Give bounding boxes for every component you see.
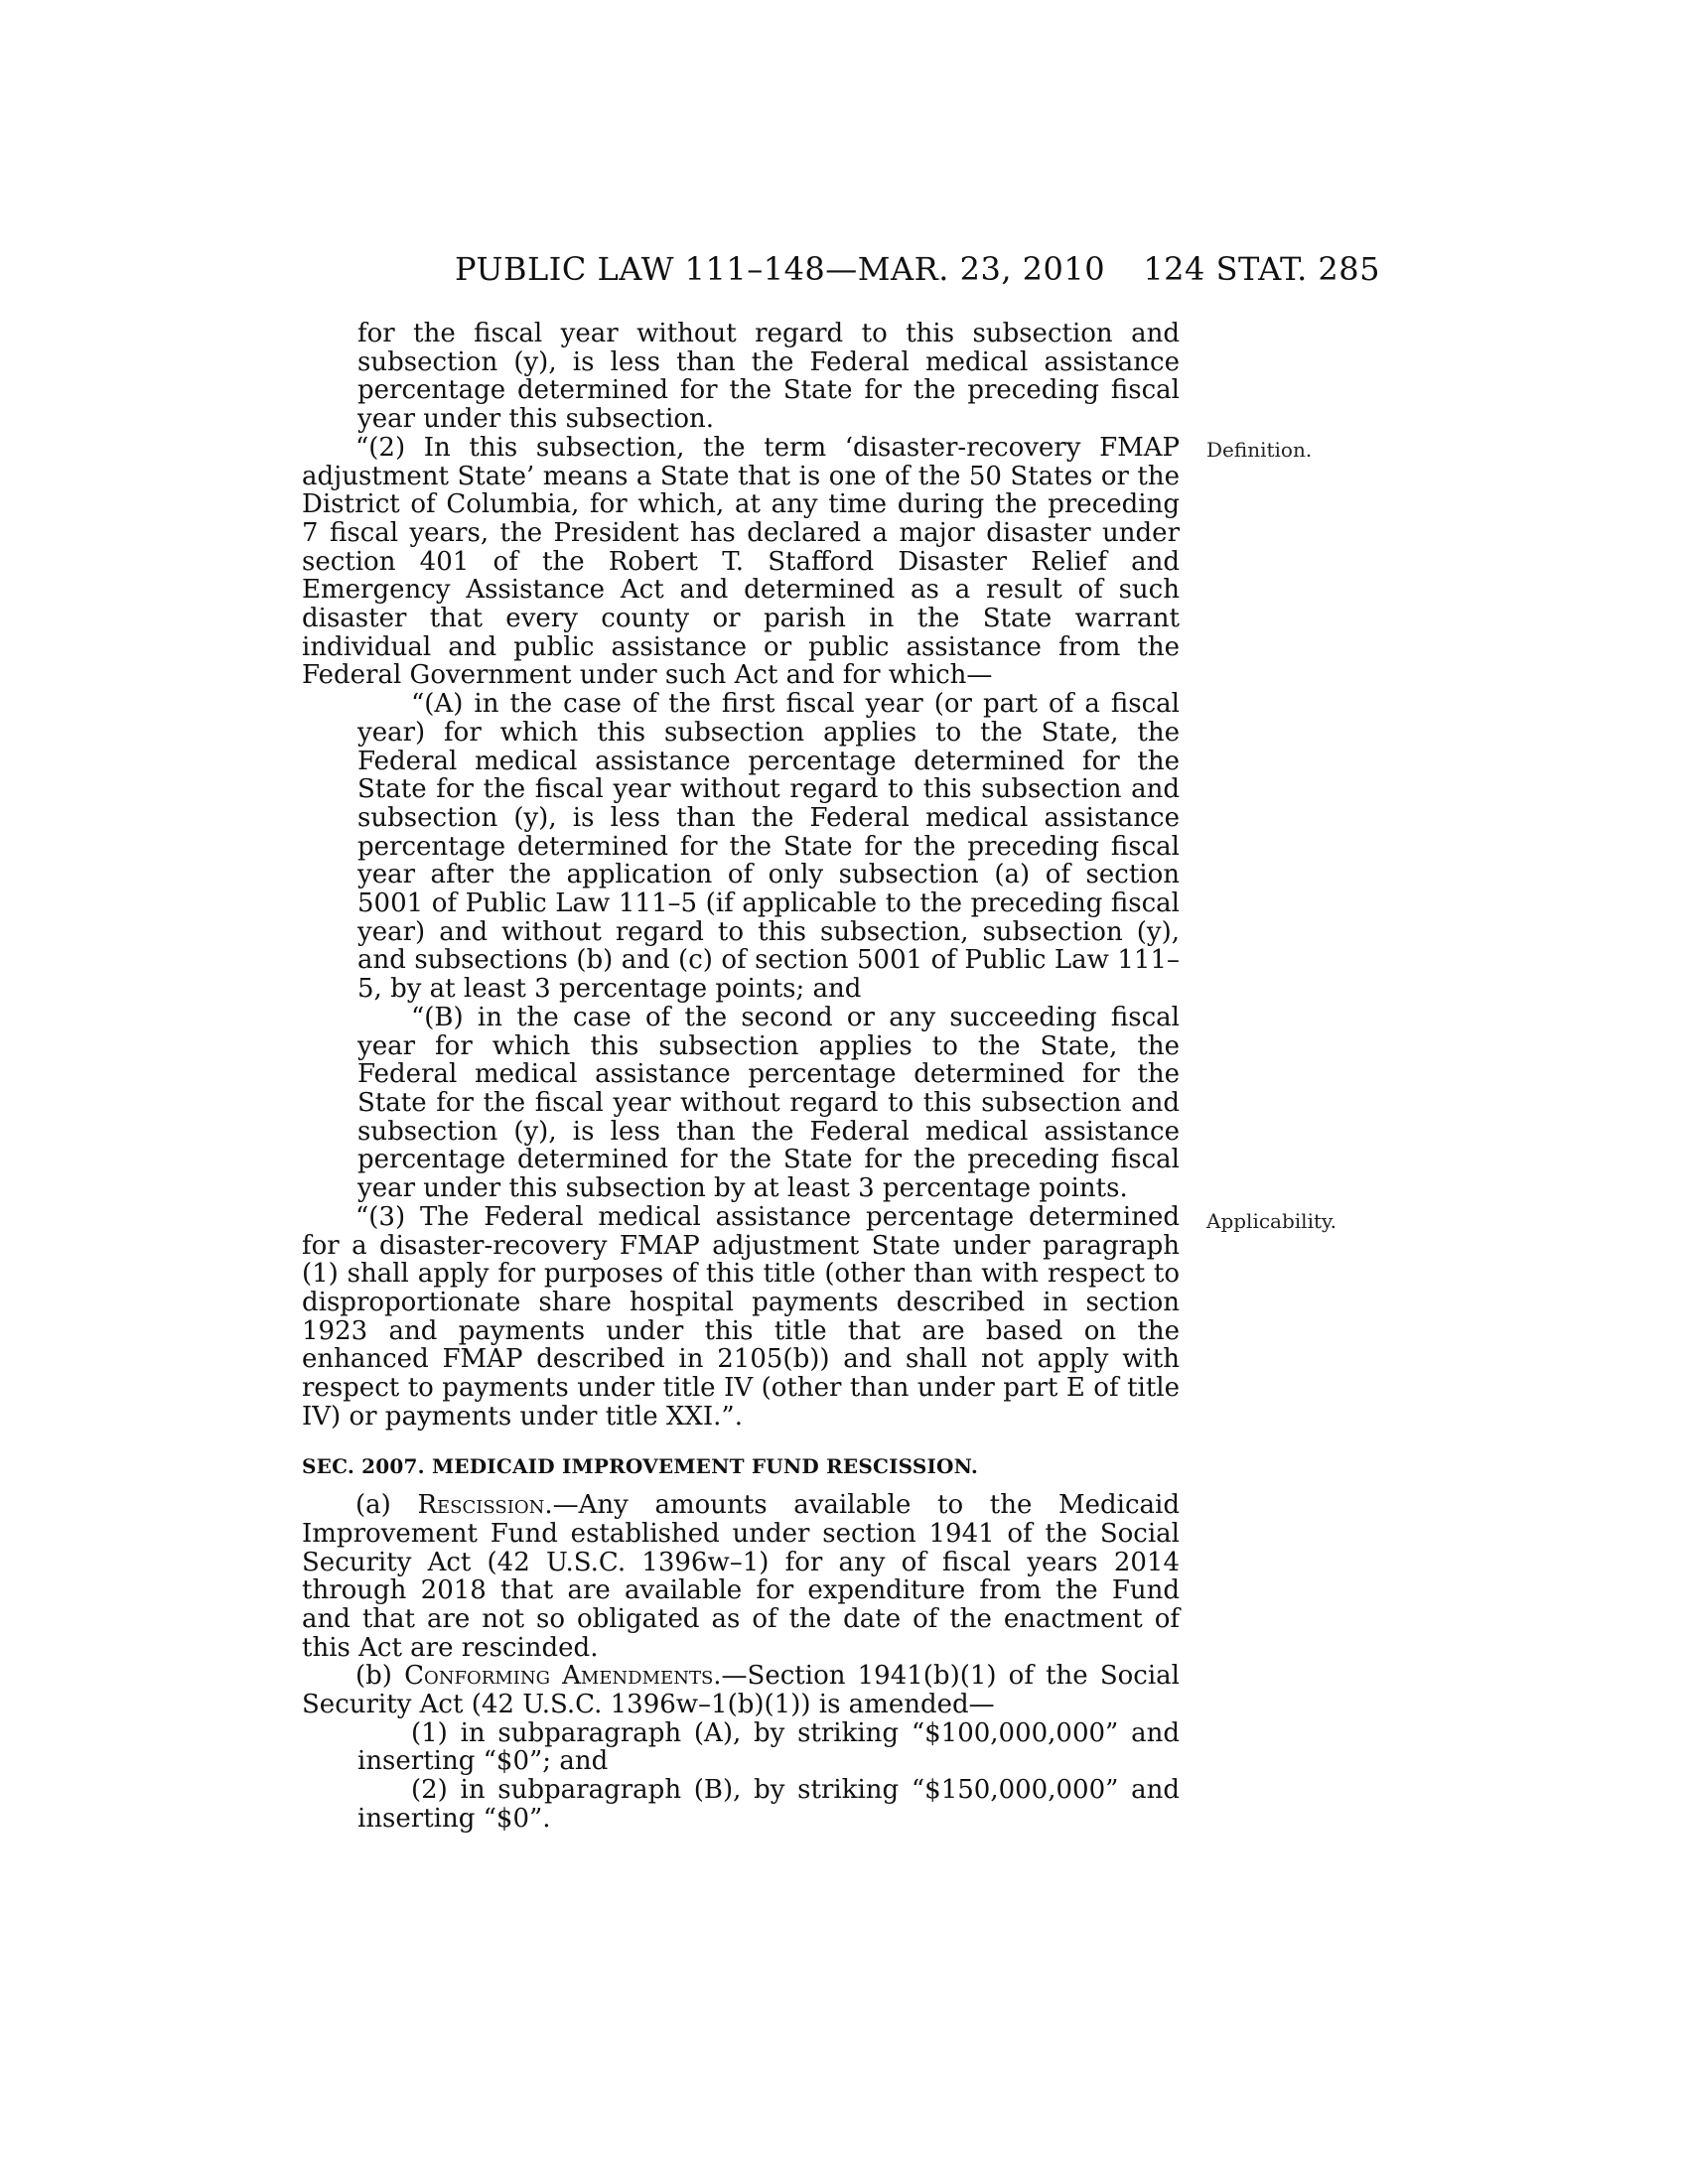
- amendment-item-2: (2) in subparagraph (B), by striking “$150,000,000” and inserting “$0”.: [357, 1775, 1180, 1834]
- paragraph-2-definition: “(2) In this subsection, the term ‘disaster-recovery FMAP adjustment State’ means a State that is one of the 50 States or the District of Columbia, for which, at any time during the preceding 7 fiscal years, the President has declared a major disaster under section 401 of the Robert T. Stafford Disaster Relief and Emergency Assistance Act and determined as a result of such disaster that every county or parish in the State warrant individual and public assistance or public assistance from the Federal Government under such Act and for which—: [302, 432, 1180, 691]
- margin-note-applicability: Applicability.: [1206, 1209, 1336, 1233]
- section-subsection-b: (b) Conforming Amendments.—Section 1941(b)(1) of the Social Security Act (42 U.S.C. 1396w–1(b)(1)) is amended—: [302, 1661, 1180, 1720]
- subparagraph-a: “(A) in the case of the first fiscal year (or part of a fiscal year) for which this subsection applies to the State, the Federal medical assistance percentage determined for the State for the fiscal year without regard to this subsection and subsection (y), is less than the Federal medical assistance percentage determined for the State for the preceding fiscal year after the application of only subsection (a) of section 5001 of Public Law 111–5 (if applicable to the preceding fiscal year) and without regard to this subsection, subsection (y), and subsections (b) and (c) of section 5001 of Public Law 111–5, by at least 3 percentage points; and: [357, 689, 1180, 1005]
- subsection-b-label: Conforming Amendments: [404, 1661, 714, 1692]
- paragraph-3-applicability: “(3) The Federal medical assistance percentage determined for a disaster-recovery FMAP adjustment State under paragraph (1) shall apply for purposes of this title (other than with respect to disproportionate share hospital payments described in section 1923 and payments under this title that are based on the enhanced FMAP described in 2105(b)) and shall not apply with respect to payments under title IV (other than under part E of title IV) or payments under title XXI.”.: [302, 1201, 1180, 1432]
- paragraph-1-continuation: for the fiscal year without regard to this subsection and subsection (y), is less than the Federal medical assistance percentage determined for the State for the preceding fiscal year under this subsection.: [357, 319, 1180, 435]
- margin-note-definition: Definition.: [1206, 438, 1313, 462]
- header-stat-page: 124 STAT. 285: [1143, 250, 1380, 288]
- subsection-b-text: Section 1941(b)(1) of the Social Security Act (42 U.S.C. 1396w–1(b)(1)) is amended—: [302, 1661, 1180, 1720]
- subsection-a-label: Rescission: [417, 1490, 545, 1521]
- document-body: [302, 320, 1180, 1834]
- amendment-item-1: (1) in subparagraph (A), by striking “$100,000,000” and inserting “$0”; and: [357, 1717, 1180, 1777]
- section-heading: SEC. 2007. MEDICAID IMPROVEMENT FUND RESCISSION.: [302, 1454, 979, 1479]
- running-header: [298, 250, 1380, 290]
- subsection-a-text: Any amounts available to the Medicaid Improvement Fund established under section 1941 of the Social Security Act (42 U.S.C. 1396w–1) for any of fiscal years 2014 through 2018 that are available for expenditure from the Fund and that are not so obligated as of the date of the enactment of this Act are rescinded.: [302, 1490, 1180, 1663]
- section-subsection-a: (a) Rescission.—Any amounts available to the Medicaid Improvement Fund established under section 1941 of the Social Security Act (42 U.S.C. 1396w–1) for any of fiscal years 2014 through 2018 that are available for expenditure from the Fund and that are not so obligated as of the date of the enactment of this Act are rescinded.: [302, 1490, 1180, 1663]
- header-public-law: PUBLIC LAW 111–148—MAR. 23, 2010: [455, 250, 1106, 288]
- subparagraph-b: “(B) in the case of the second or any succeeding fiscal year for which this subsection applies to the State, the Federal medical assistance percentage determined for the State for the fiscal year without regard to this subsection and subsection (y), is less than the Federal medical assistance percentage determined for the State for the preceding fiscal year under this subsection by at least 3 percentage points.: [357, 1002, 1180, 1204]
